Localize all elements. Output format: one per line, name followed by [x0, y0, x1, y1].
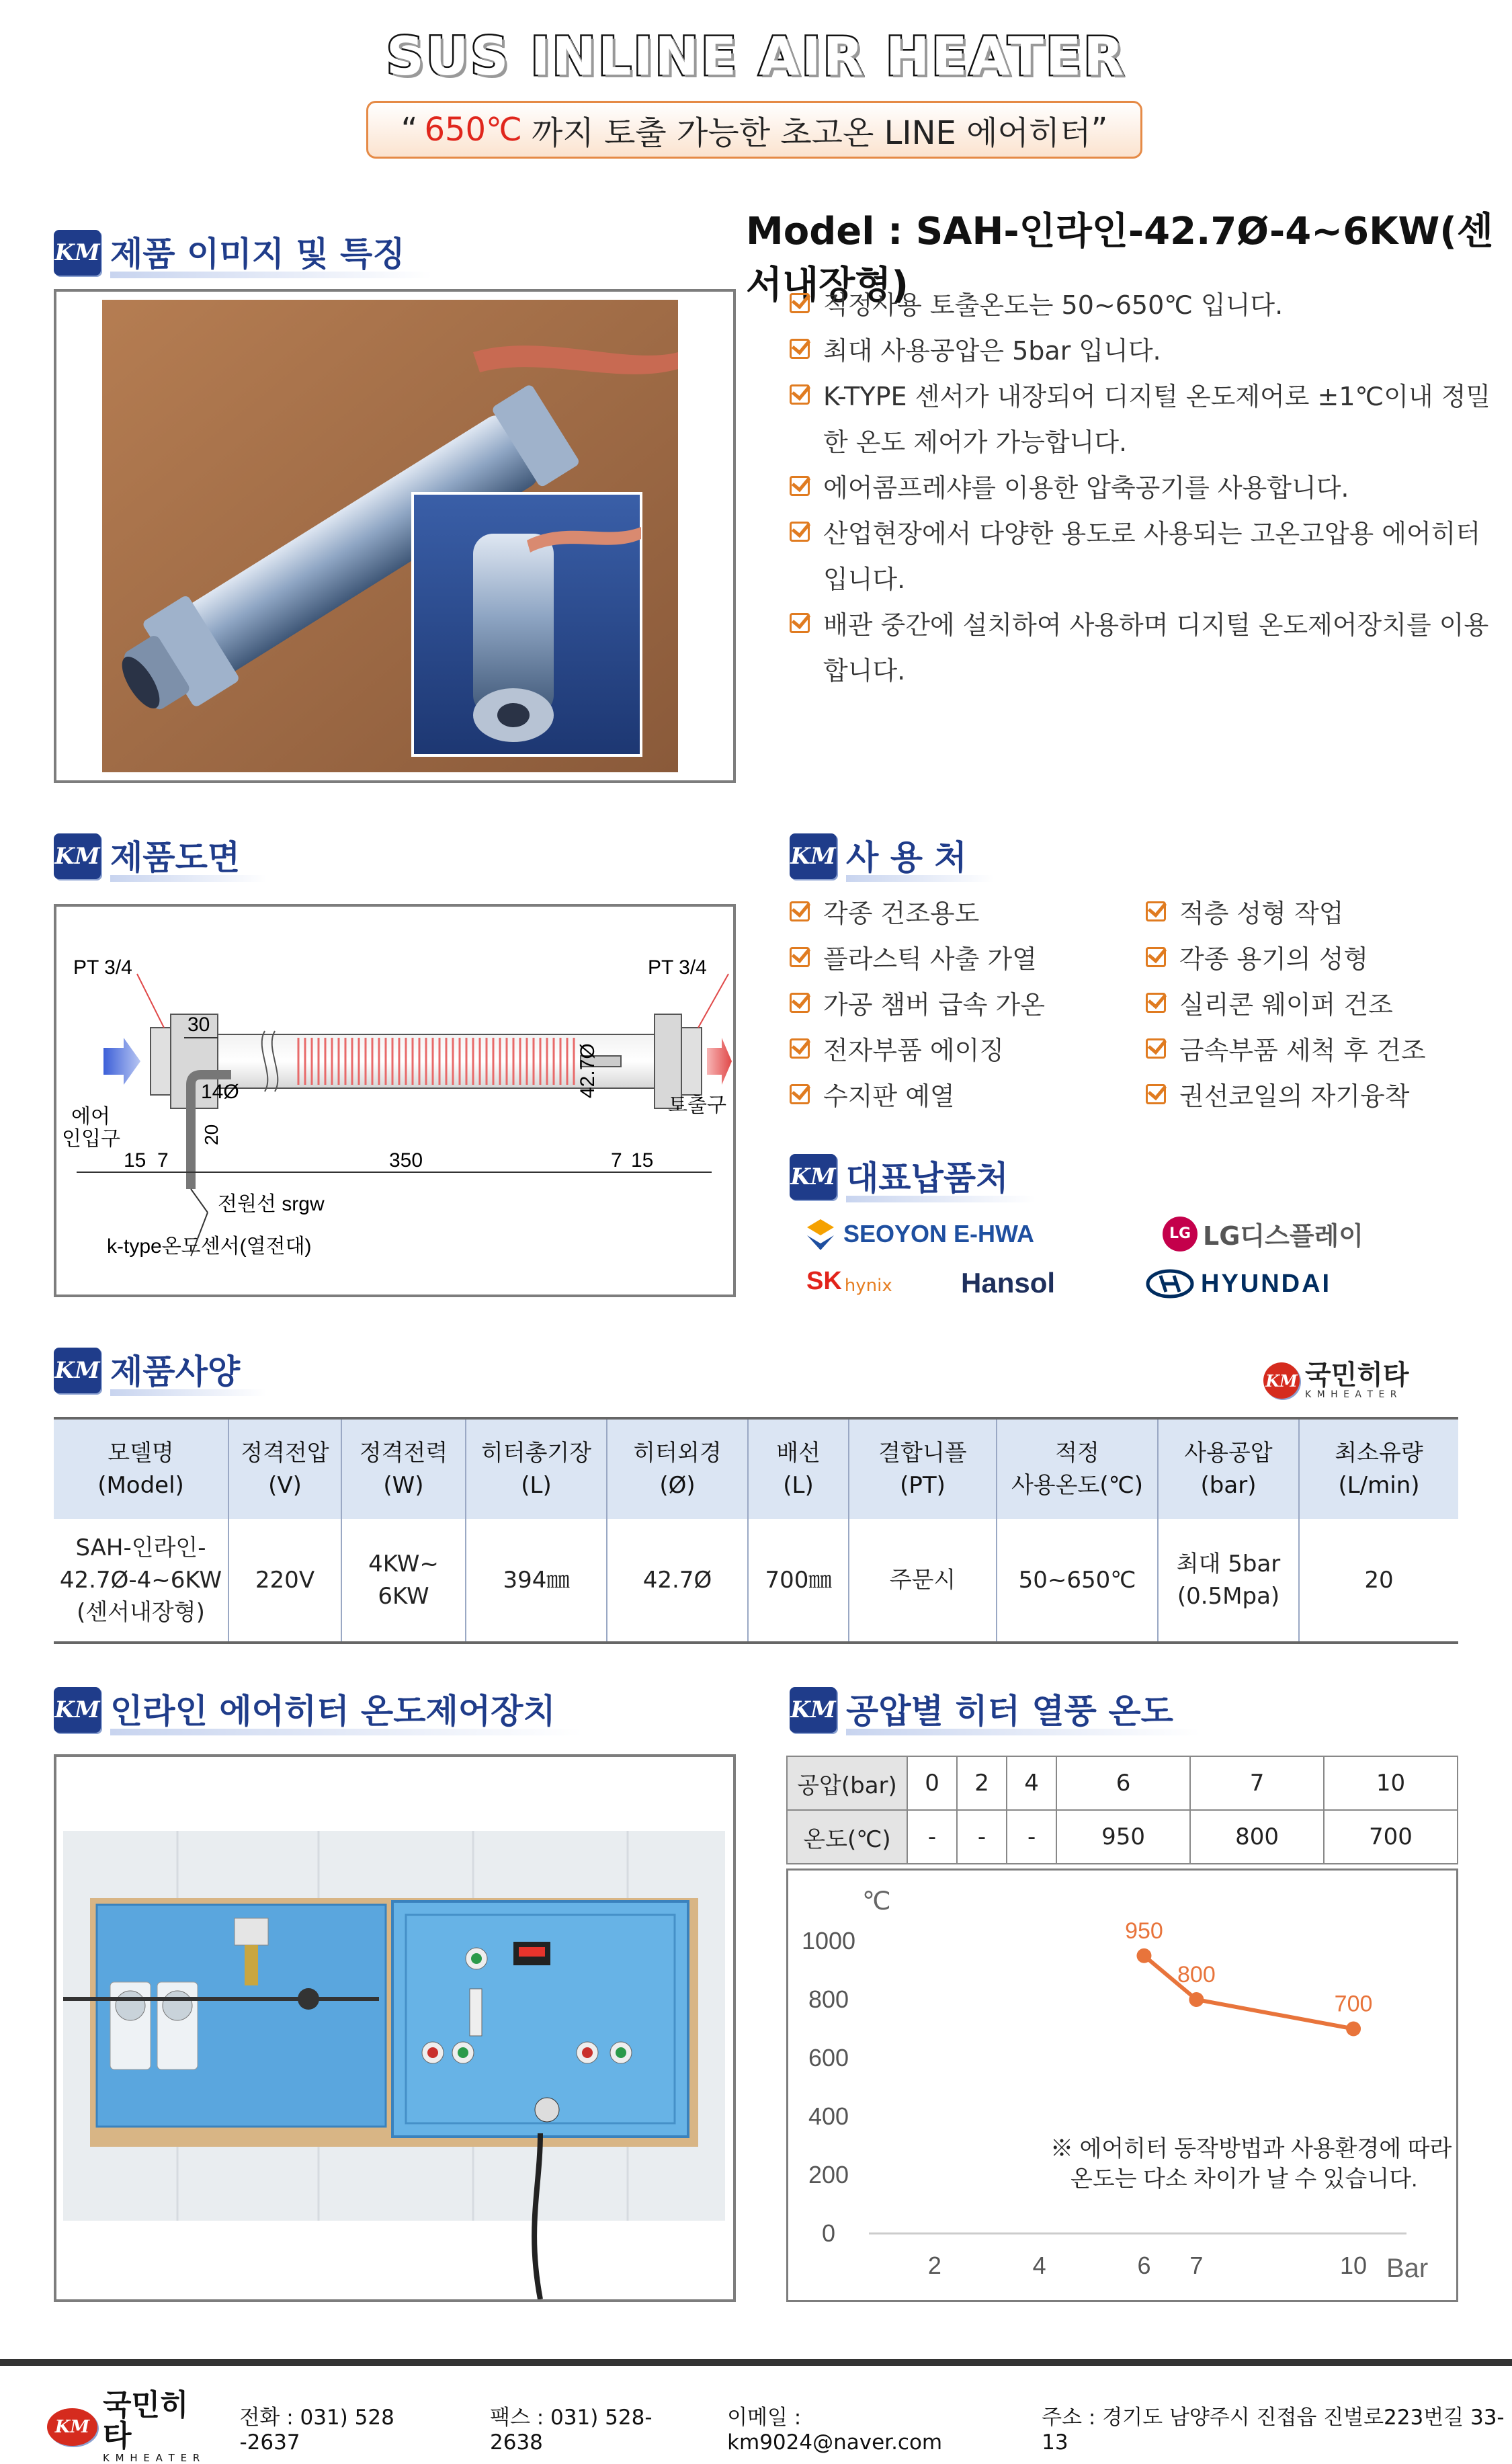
checkbox-icon — [790, 522, 810, 542]
usage-item: 전자부품 에이징 — [790, 1028, 1139, 1073]
km-logo-icon: KM — [790, 833, 837, 879]
section-header-drawing — [54, 832, 267, 880]
spec-header-cell: 정격전력 (W) — [341, 1420, 466, 1519]
usage-item: 적층 성형 작업 — [1146, 891, 1509, 936]
y-tick-label: 200 — [808, 2161, 849, 2188]
client-logo-lg: LG LG디스플레이 — [1163, 1215, 1363, 1252]
spec-cell: 4KW~ 6KW — [341, 1519, 466, 1641]
checkbox-icon — [790, 993, 810, 1013]
checkbox-icon — [1146, 901, 1166, 921]
temperature-cell: - — [957, 1810, 1007, 1864]
feature-item: 최대 사용공압은 5bar 입니다. — [790, 328, 1502, 374]
footer-phone: 전화 : 031) 528 -2637 — [239, 2405, 394, 2455]
wire-label: 전원선 srgw — [218, 1193, 325, 1215]
y-tick-label: 400 — [808, 2102, 849, 2130]
product-drawing — [56, 907, 733, 1295]
checkbox-icon — [1146, 1084, 1166, 1104]
spec-header-cell: 정격전압 (V) — [228, 1420, 341, 1519]
sensor-label: k-type온도센서(열전대) — [107, 1235, 312, 1258]
spec-table — [54, 1420, 1458, 1641]
spec-header-cell: 히터총기장 (L) — [466, 1420, 607, 1519]
checkbox-icon — [1146, 1038, 1166, 1059]
client-logo-seoyon: SEOYON E-HWA — [803, 1217, 1034, 1251]
km-logo-icon: KM — [54, 1348, 101, 1393]
checkbox-icon — [790, 901, 810, 921]
y-tick-label: 800 — [808, 1985, 849, 2013]
temperature-cell: - — [907, 1810, 957, 1864]
data-label: 950 — [1125, 1918, 1163, 1944]
controller-photo — [56, 1757, 733, 2299]
dim-42-7: 42.7Ø — [577, 1043, 599, 1098]
km-logo-icon: KM — [54, 230, 101, 276]
pressure-cell: 10 — [1324, 1756, 1458, 1810]
spec-header-cell: 사용공압 (bar) — [1158, 1420, 1299, 1519]
x-tick-label: 2 — [927, 2252, 941, 2279]
checkbox-icon — [790, 947, 810, 967]
km-logo-icon: KM — [790, 1154, 837, 1200]
km-logo-icon: KM — [54, 833, 101, 879]
section-header-usage — [790, 832, 994, 880]
lg-mark-icon: LG — [1163, 1217, 1198, 1251]
section-header-spec — [54, 1346, 267, 1395]
spec-header-cell: 결합니플 (PT) — [849, 1420, 997, 1519]
footer-email: 이메일 : km9024@naver.com — [727, 2405, 943, 2455]
temperature-cell: 800 — [1190, 1810, 1324, 1864]
spec-header-cell: 적정 사용온도(℃) — [997, 1420, 1158, 1519]
dim-7-right: 7 — [611, 1149, 622, 1172]
y-tick-label: 600 — [808, 2044, 849, 2071]
dim-14: 14Ø — [201, 1081, 239, 1103]
chart-note-1: ※ 에어히터 동작방법과 사용환경에 따라 — [1050, 2136, 1452, 2162]
subtitle-banner — [366, 101, 1142, 159]
section-title: 제품사양 — [110, 1345, 267, 1396]
checkbox-icon — [790, 293, 810, 313]
dim-30: 30 — [187, 1014, 210, 1036]
client-logo-hansol: Hansol — [961, 1267, 1056, 1299]
y-tick-label: 1000 — [801, 1927, 856, 1955]
section-title: 공압별 히터 열풍 온도 — [846, 1684, 1200, 1735]
spec-cell: 50~650℃ — [997, 1519, 1158, 1641]
pressure-cell: 2 — [957, 1756, 1007, 1810]
y-tick-label: 0 — [821, 2219, 836, 2247]
footer — [47, 2390, 1512, 2464]
chart-note-2: 온도는 다소 차이가 날 수 있습니다. — [1070, 2166, 1418, 2192]
brand-logo: KM 국민히타 K M H E A T E R — [1263, 1361, 1409, 1400]
checkbox-icon — [790, 384, 810, 405]
spec-cell: 42.7Ø — [607, 1519, 748, 1641]
checkbox-icon — [790, 1084, 810, 1104]
section-title: 대표납품처 — [846, 1151, 1036, 1202]
spec-header-cell: 최소유량 (L/min) — [1299, 1420, 1458, 1519]
section-title: 사 용 처 — [846, 831, 994, 882]
spec-cell: 700㎜ — [748, 1519, 849, 1641]
controller-photo-frame — [54, 1754, 736, 2302]
subtitle-temperature: 650℃ — [424, 111, 522, 149]
feature-item: 적정사용 토출온도는 50~650℃ 입니다. — [790, 282, 1502, 328]
usage-item: 각종 건조용도 — [790, 891, 1139, 936]
spec-data-row — [54, 1519, 1458, 1641]
temperature-cell: - — [1007, 1810, 1056, 1864]
pt-left-label: PT 3/4 — [73, 956, 132, 979]
x-tick-label: 7 — [1189, 2252, 1204, 2279]
section-header-features — [54, 229, 432, 277]
product-image-frame — [54, 289, 736, 783]
spec-cell: 주문시 — [849, 1519, 997, 1641]
checkbox-icon — [790, 1038, 810, 1059]
spec-header-cell: 모델명 (Model) — [54, 1420, 228, 1519]
section-header-pressure — [790, 1686, 1200, 1734]
inlet-label-1: 에어 — [71, 1106, 110, 1128]
pressure-cell: 0 — [907, 1756, 957, 1810]
product-photo — [56, 292, 733, 780]
dim-350: 350 — [389, 1149, 423, 1172]
x-tick-label: 6 — [1137, 2252, 1151, 2279]
page-title: SUS INLINE AIR HEATER — [386, 27, 1126, 87]
footer-brand-name: 국민히타 — [103, 2388, 189, 2453]
series-line — [1144, 1956, 1353, 2029]
pt-right-label: PT 3/4 — [648, 956, 707, 979]
spec-header-row — [54, 1420, 1458, 1519]
footer-address: 주소 : 경기도 남양주시 진접읍 진벌로223번길 33-13 — [1042, 2405, 1505, 2455]
feature-item: 배관 중간에 설치하여 사용하며 디지털 온도제어장치를 이용합니다. — [790, 602, 1502, 694]
quote-close: ” — [1091, 111, 1108, 149]
checkbox-icon — [790, 339, 810, 359]
x-tick-label: 10 — [1340, 2252, 1368, 2279]
checkbox-icon — [1146, 947, 1166, 967]
drawing-frame — [54, 904, 736, 1297]
pressure-cell: 6 — [1056, 1756, 1190, 1810]
client-logo-hyundai: HYUNDAI — [1146, 1269, 1331, 1299]
section-title: 제품도면 — [110, 831, 267, 882]
data-label: 700 — [1334, 1991, 1373, 2017]
footer-divider — [0, 2359, 1512, 2366]
seoyon-mark-icon — [803, 1217, 838, 1251]
pressure-row — [787, 1756, 1458, 1810]
pressure-label-cell: 공압(bar) — [787, 1756, 907, 1810]
usage-item: 플라스틱 사출 가열 — [790, 936, 1139, 982]
km-brand-icon: KM — [1263, 1362, 1300, 1399]
km-logo-icon: KM — [790, 1687, 837, 1733]
x-axis-label: Bar — [1386, 2254, 1429, 2283]
data-point — [1136, 1948, 1151, 1963]
y-axis-label: ℃ — [862, 1887, 891, 1916]
subtitle-text: 까지 토출 가능한 초고온 LINE 에어히터 — [531, 114, 1091, 152]
spec-header-cell: 히터외경 (Ø) — [607, 1420, 748, 1519]
temperature-row — [787, 1810, 1458, 1864]
usage-item: 수지판 예열 — [790, 1073, 1139, 1119]
dim-7-left: 7 — [157, 1149, 169, 1172]
usage-item: 가공 챔버 급속 가온 — [790, 982, 1139, 1028]
feature-item: 산업현장에서 다양한 용도로 사용되는 고온고압용 에어히터 입니다. — [790, 511, 1502, 602]
data-point — [1346, 2022, 1361, 2037]
pressure-cell: 7 — [1190, 1756, 1324, 1810]
checkbox-icon — [790, 613, 810, 633]
usage-list-left — [790, 891, 1139, 1119]
temperature-cell: 950 — [1056, 1810, 1190, 1864]
data-label: 800 — [1177, 1962, 1216, 1987]
x-tick-label: 4 — [1032, 2252, 1046, 2279]
usage-list-right — [1146, 891, 1509, 1119]
spec-cell: 394㎜ — [466, 1519, 607, 1641]
checkbox-icon — [790, 476, 810, 496]
dim-15-left: 15 — [124, 1149, 146, 1172]
km-footer-logo-icon: KM — [47, 2408, 97, 2446]
chart-frame — [786, 1868, 1458, 2302]
feature-item: 에어콤프레샤를 이용한 압축공기를 사용합니다. — [790, 465, 1502, 511]
spec-cell: SAH-인라인- 42.7Ø-4~6KW (센서내장형) — [54, 1519, 228, 1641]
usage-item: 권선코일의 자기융착 — [1146, 1073, 1509, 1119]
usage-item: 각종 용기의 성형 — [1146, 936, 1509, 982]
inlet-label-2: 인입구 — [62, 1128, 120, 1150]
pressure-table — [786, 1756, 1458, 1864]
km-logo-icon: KM — [54, 1687, 101, 1733]
feature-item: K-TYPE 센서가 내장되어 디지털 온도제어로 ±1℃이내 정밀한 온도 제어가 가능합니다. — [790, 374, 1502, 465]
checkbox-icon — [1146, 993, 1166, 1013]
footer-brand-sub: K M H E A T E R — [103, 2452, 202, 2464]
spec-header-cell: 배선 (L) — [748, 1420, 849, 1519]
temperature-label-cell: 온도(℃) — [787, 1810, 907, 1864]
dim-20: 20 — [201, 1124, 222, 1145]
section-header-controller — [54, 1686, 583, 1734]
quote-open: “ — [401, 111, 418, 149]
spec-table-wrap — [54, 1417, 1458, 1644]
footer-fax: 팩스 : 031) 528-2638 — [490, 2405, 653, 2455]
section-title: 인라인 에어히터 온도제어장치 — [110, 1684, 583, 1735]
spec-cell: 220V — [228, 1519, 341, 1641]
client-logo-sk-hynix: SK hynix — [806, 1267, 892, 1296]
spec-cell: 20 — [1364, 1567, 1394, 1594]
section-title: 제품 이미지 및 특징 — [110, 227, 432, 278]
section-header-clients — [790, 1153, 1036, 1201]
temperature-cell: 700 — [1324, 1810, 1458, 1864]
usage-item: 실리콘 웨이퍼 건조 — [1146, 982, 1509, 1028]
data-point — [1189, 1992, 1204, 2007]
usage-item: 금속부품 세척 후 건조 — [1146, 1028, 1509, 1073]
temperature-chart — [788, 1871, 1456, 2300]
pressure-cell: 4 — [1007, 1756, 1056, 1810]
outlet-label: 토출구 — [668, 1094, 726, 1116]
model-name: Model : SAH-인라인-42.7Ø-4~6KW(센서내장형) — [746, 210, 1493, 307]
spec-cell: 최대 5bar (0.5Mpa) — [1158, 1519, 1299, 1641]
feature-list — [790, 282, 1502, 694]
dim-15-right: 15 — [631, 1149, 654, 1172]
hyundai-mark-icon — [1146, 1269, 1194, 1299]
